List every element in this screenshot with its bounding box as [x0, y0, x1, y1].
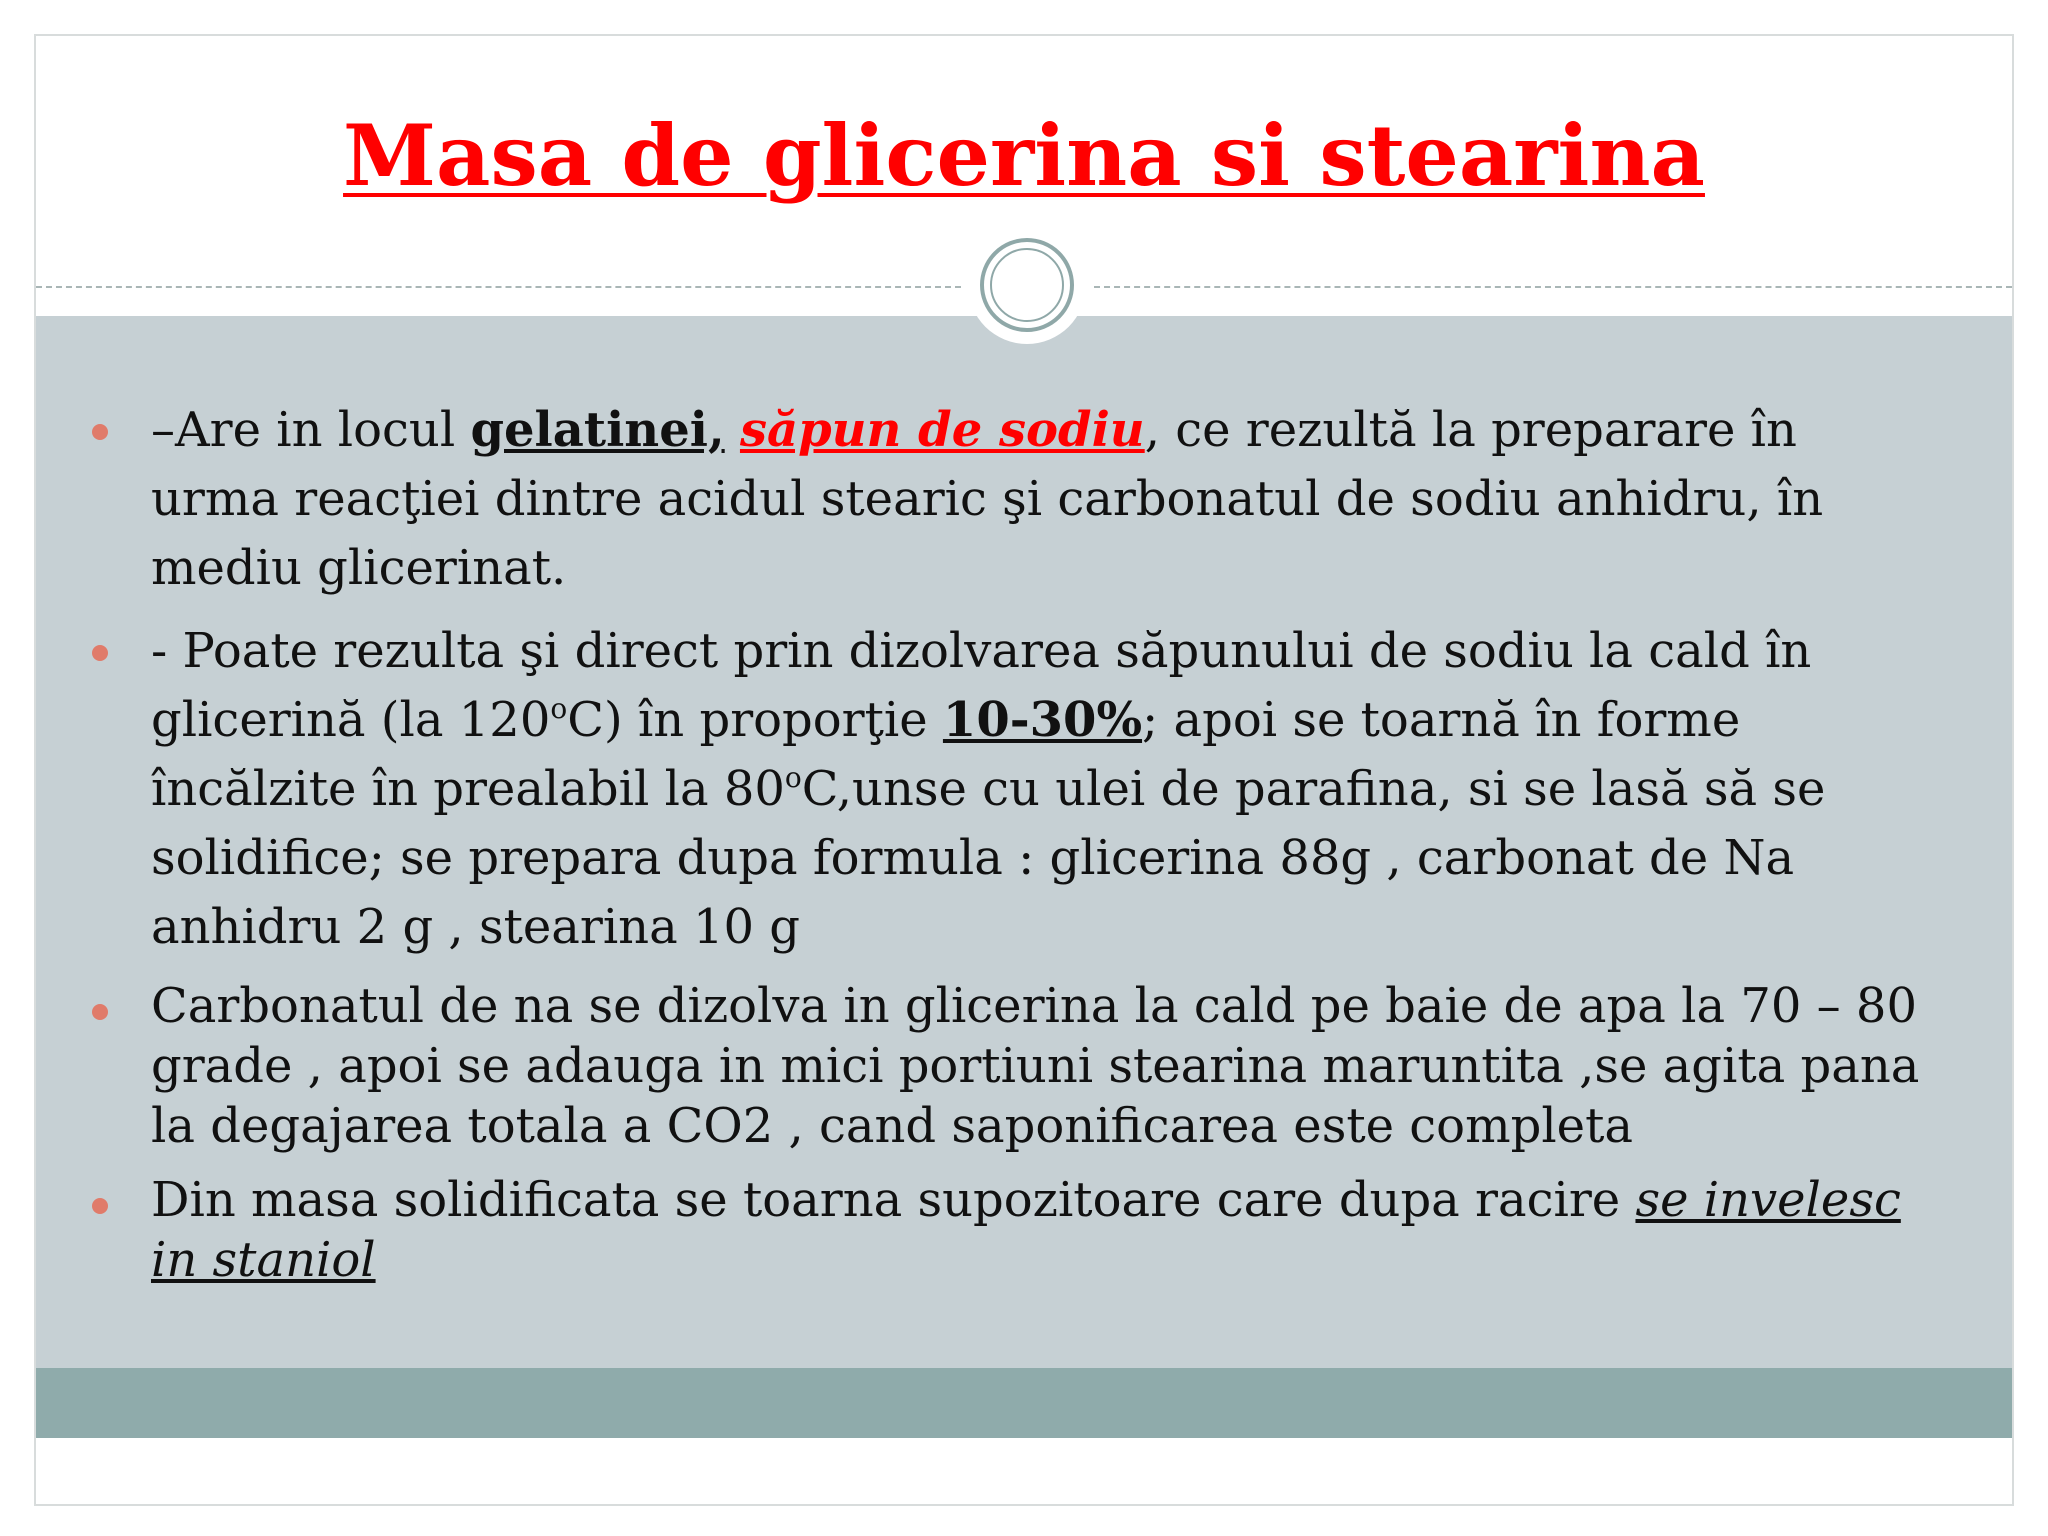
bullet-list: [36, 396, 1936, 1304]
bullet-text-red-emphasis: săpun de sodiu: [739, 402, 1145, 458]
bullet-text-italic-underline: se invelesc in staniol: [151, 1172, 1901, 1288]
footer-band: [36, 1368, 2012, 1438]
content-area: [36, 316, 2012, 1438]
bullet-text: C) în proporţie: [567, 692, 943, 748]
bullet-text: [725, 402, 740, 458]
bullet-dot-icon: [92, 645, 108, 661]
bullet-dot-icon: [92, 424, 108, 440]
degree-superscript: o: [550, 692, 568, 725]
bullet-text: , ce rezultă la preparare în urma reacţiei dintre acidul stearic şi carbonatul de sodiu anhidru, în mediu glicerinat.: [151, 402, 1824, 596]
bullet-text: Din masa solidificata se toarna supozitoare care dupa racire: [151, 1172, 1636, 1228]
bullet-text-bold-underline: 10-30%: [942, 692, 1143, 748]
bullet-text-bold-underline: gelatinei,: [470, 402, 725, 458]
bullet-text: –Are in locul: [151, 402, 471, 458]
bullet-item: [36, 976, 1936, 1156]
divider-circle-icon: [968, 226, 1086, 344]
bullet-item: [36, 617, 1936, 962]
divider-circle-ring: [980, 238, 1074, 332]
divider-line-right: [1094, 286, 2012, 288]
degree-superscript: o: [784, 761, 802, 794]
bullet-item: [36, 1170, 1936, 1290]
slide-title: Masa de glicerina si stearina: [343, 106, 1705, 205]
divider-circle-inner-ring: [990, 248, 1064, 322]
bullet-text: - Poate rezulta şi direct prin dizolvarea săpunului de sodiu la cald în glicerină (la 120: [151, 623, 1812, 748]
bullet-text: Carbonatul de na se dizolva in glicerina la cald pe baie de apa la 70 – 80 grade , apoi se adauga in mici portiuni stearina maruntita ,se agita pana la degajarea totala a CO2 , cand saponificarea este completa: [151, 978, 1920, 1154]
bullet-item: [36, 396, 1936, 603]
bullet-dot-icon: [92, 1198, 108, 1214]
bullet-dot-icon: [92, 1004, 108, 1020]
divider-line-left: [36, 286, 961, 288]
slide: [34, 34, 2014, 1506]
bullet-text: C,unse cu ulei de parafina, si se lasă să se solidifice; se prepara dupa formula : glicerina 88g , carbonat de Na anhidru 2 g , stearina 10 g: [151, 761, 1826, 955]
bullet-text: ; apoi se toarnă în forme încălzite în prealabil la 80: [151, 692, 1741, 817]
